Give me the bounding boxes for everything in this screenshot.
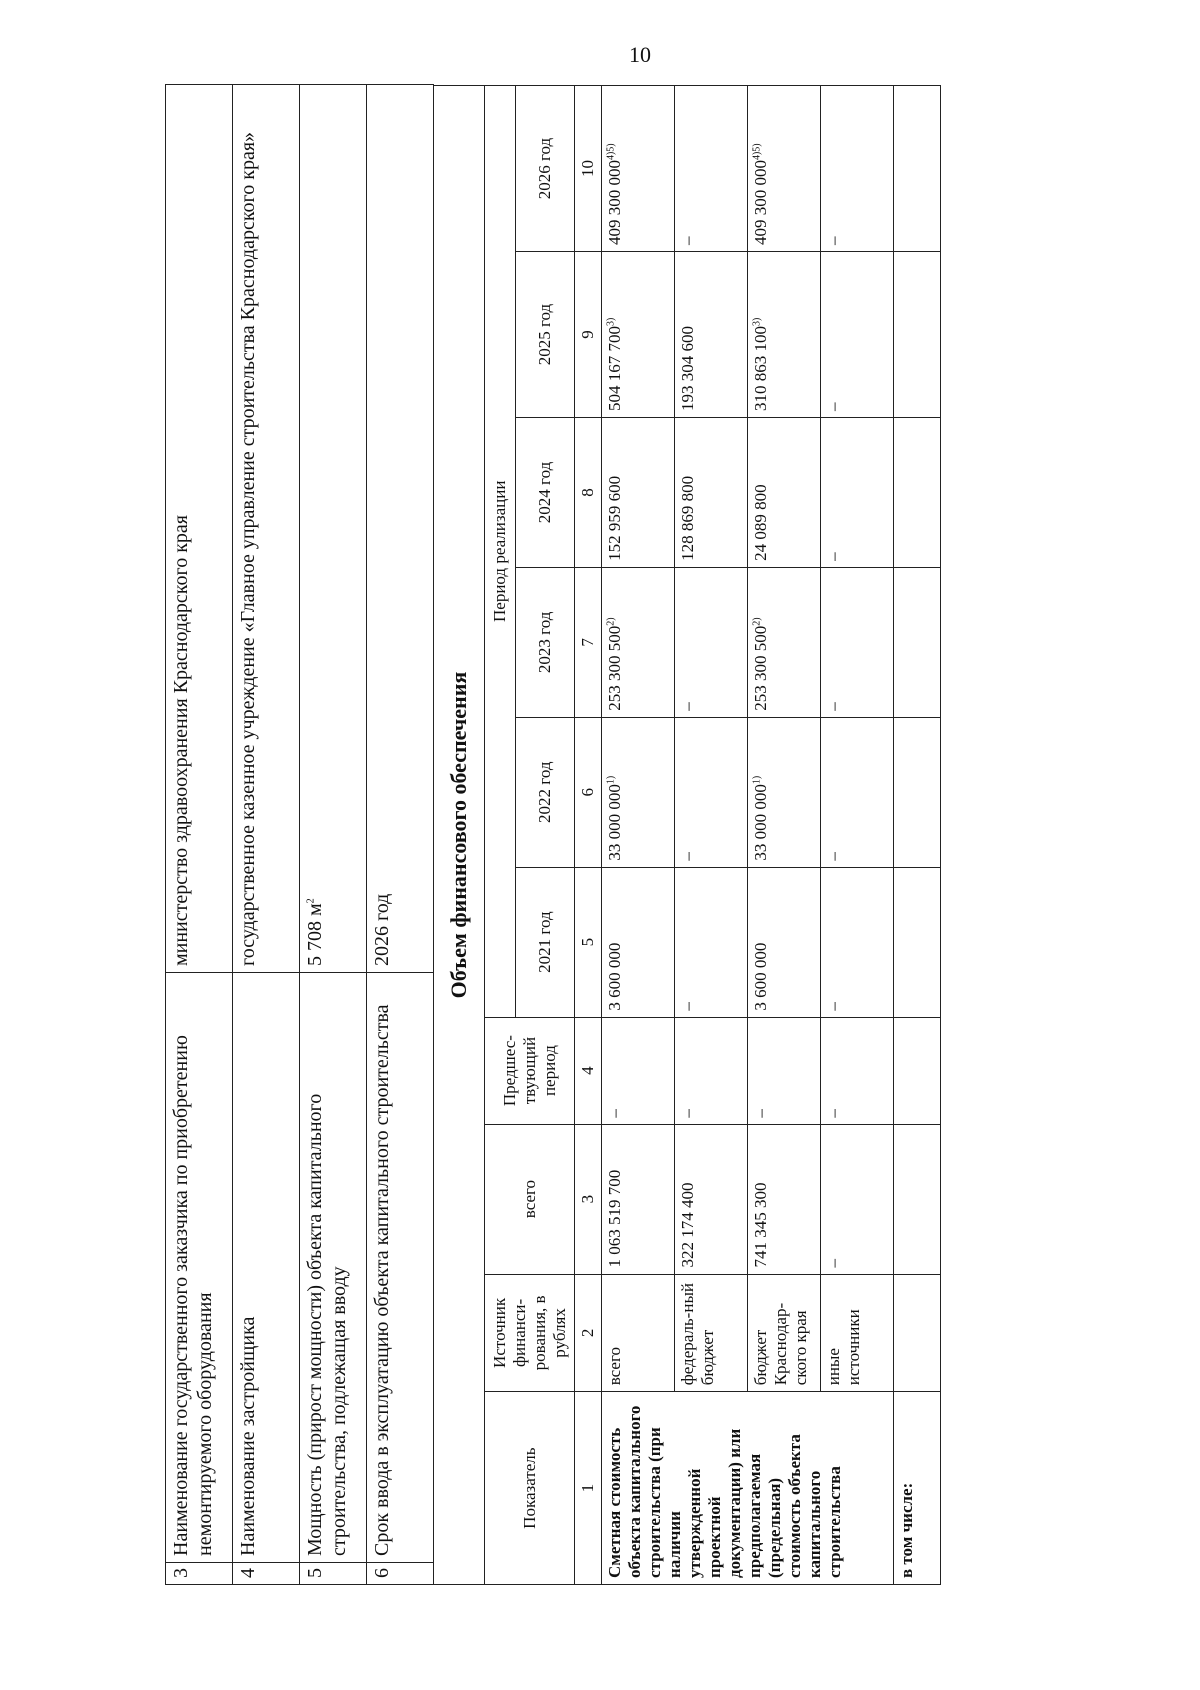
value-cell: – <box>821 252 894 418</box>
info-row-number: 6 <box>367 1563 434 1585</box>
table-row <box>602 86 675 1585</box>
capacity-value: 5 708 м <box>304 903 326 966</box>
header-year: 2021 год <box>516 867 575 1017</box>
value-cell: 504 167 700$^{3)}$ <box>602 252 675 418</box>
header-implementation-period: Период реализации <box>485 86 516 1018</box>
value-cell: 741 345 300 <box>748 1124 821 1274</box>
value-cell: – <box>821 1017 894 1124</box>
info-row-value: государственное казенное учреждение «Главное управление строительства Краснодарского края» <box>233 85 300 973</box>
value-cell: – <box>675 867 748 1017</box>
page-number: 10 <box>629 42 651 67</box>
column-number: 5 <box>575 867 602 1017</box>
footnote-mark: 2) <box>751 617 763 626</box>
column-number: 8 <box>575 418 602 568</box>
capacity-unit-superscript: 2 <box>305 898 317 904</box>
object-info-table <box>165 84 434 1585</box>
value-cell: 322 174 400 <box>675 1124 748 1274</box>
column-number: 4 <box>575 1017 602 1124</box>
value-cell: – <box>821 1124 894 1274</box>
including-label: в том числе: <box>894 1392 941 1585</box>
value-cell: – <box>675 717 748 867</box>
header-indicator: Показатель <box>485 1392 575 1585</box>
column-number-row <box>575 86 602 1585</box>
value-cell: 193 304 600 <box>675 252 748 418</box>
header-year: 2023 год <box>516 567 575 717</box>
financing-title: Объем финансового обеспечения <box>434 86 485 1585</box>
column-number: 1 <box>575 1392 602 1585</box>
value-cell: – <box>675 1017 748 1124</box>
footnote-mark: 3) <box>751 317 763 326</box>
header-year: 2026 год <box>516 86 575 252</box>
info-row <box>367 85 434 1585</box>
info-row-value: 2026 год <box>367 85 434 973</box>
column-number: 9 <box>575 252 602 418</box>
value-cell: 33 000 000$^{1)}$ <box>602 717 675 867</box>
info-row-number: 3 <box>166 1563 233 1585</box>
info-row-number: 4 <box>233 1563 300 1585</box>
column-number: 2 <box>575 1274 602 1392</box>
value-cell: 409 300 $000^{4)5)}$ <box>602 86 675 252</box>
source-label: бюджет Краснодар-ского края <box>748 1274 821 1392</box>
footnote-mark: 2) <box>605 617 617 626</box>
indicator-label: Сметная стоимость объекта капитального строительства (при наличии утвержденной проектной документации) или предполагаемая (предельная) стоимость объекта капитального строительства <box>602 1392 894 1585</box>
rotated-document-body <box>165 85 1105 1585</box>
value-cell: 152 959 600 <box>602 418 675 568</box>
value-cell: – <box>675 86 748 252</box>
value-cell: – <box>748 1017 821 1124</box>
value-cell: – <box>821 867 894 1017</box>
info-row-label: Наименование застройщика <box>233 973 300 1563</box>
header-year: 2022 год <box>516 717 575 867</box>
footnote-mark: 3) <box>605 317 617 326</box>
column-number: 3 <box>575 1124 602 1274</box>
value-cell: 3 600 000 <box>748 867 821 1017</box>
value-cell: – <box>602 1017 675 1124</box>
value-cell: 33 000 000$^{1)}$ <box>748 717 821 867</box>
header-year: 2025 год <box>516 252 575 418</box>
column-number: 10 <box>575 86 602 252</box>
table-row <box>748 86 821 1585</box>
value-cell: – <box>821 86 894 252</box>
table-row <box>821 86 894 1585</box>
value-cell: – <box>821 717 894 867</box>
info-row-value: министерство здравоохранения Краснодарского края <box>166 85 233 973</box>
value-cell: 3 600 000 <box>602 867 675 1017</box>
value-cell: 253 300 500$^{2)}$ <box>602 567 675 717</box>
source-label: всего <box>602 1274 675 1392</box>
header-year: 2024 год <box>516 418 575 568</box>
header-previous-period: Предшес-твующий период <box>485 1017 575 1124</box>
footnote-mark: 1) <box>605 775 617 785</box>
info-row-label: Срок ввода в эксплуатацию объекта капитального строительства <box>367 973 434 1563</box>
table-row <box>894 86 941 1585</box>
source-label: иные источники <box>821 1274 894 1392</box>
value-cell: – <box>821 567 894 717</box>
value-cell: 253 300 500$^{2)}$ <box>748 567 821 717</box>
footnote-mark: 1) <box>751 775 763 785</box>
info-row <box>300 85 367 1585</box>
info-row-value <box>300 85 367 973</box>
info-row <box>233 85 300 1585</box>
value-cell: 128 869 800 <box>675 418 748 568</box>
header-source: Источник финанси-рования, в рублях <box>485 1274 575 1392</box>
info-row-number: 5 <box>300 1563 367 1585</box>
value-cell: 409 300 $000^{4)5)}$ <box>748 86 821 252</box>
value-cell: 310 863 100$^{3)}$ <box>748 252 821 418</box>
value-cell: 24 089 800 <box>748 418 821 568</box>
info-row-label: Мощность (прирост мощности) объекта капитального строительства, подлежащая вводу <box>300 973 367 1563</box>
value-cell: – <box>821 418 894 568</box>
header-total: всего <box>485 1124 575 1274</box>
column-number: 7 <box>575 567 602 717</box>
footnote-mark: 4)5) <box>751 143 763 161</box>
footnote-mark: 4)5) <box>605 143 617 161</box>
info-row-label: Наименование государственного заказчика по приобретению немонтируемого оборудования <box>166 973 233 1563</box>
source-label: федераль-ный бюджет <box>675 1274 748 1392</box>
value-cell: 1 063 519 700 <box>602 1124 675 1274</box>
value-cell: – <box>675 567 748 717</box>
table-row <box>675 86 748 1585</box>
financing-table <box>434 85 941 1585</box>
column-number: 6 <box>575 717 602 867</box>
info-row <box>166 85 233 1585</box>
